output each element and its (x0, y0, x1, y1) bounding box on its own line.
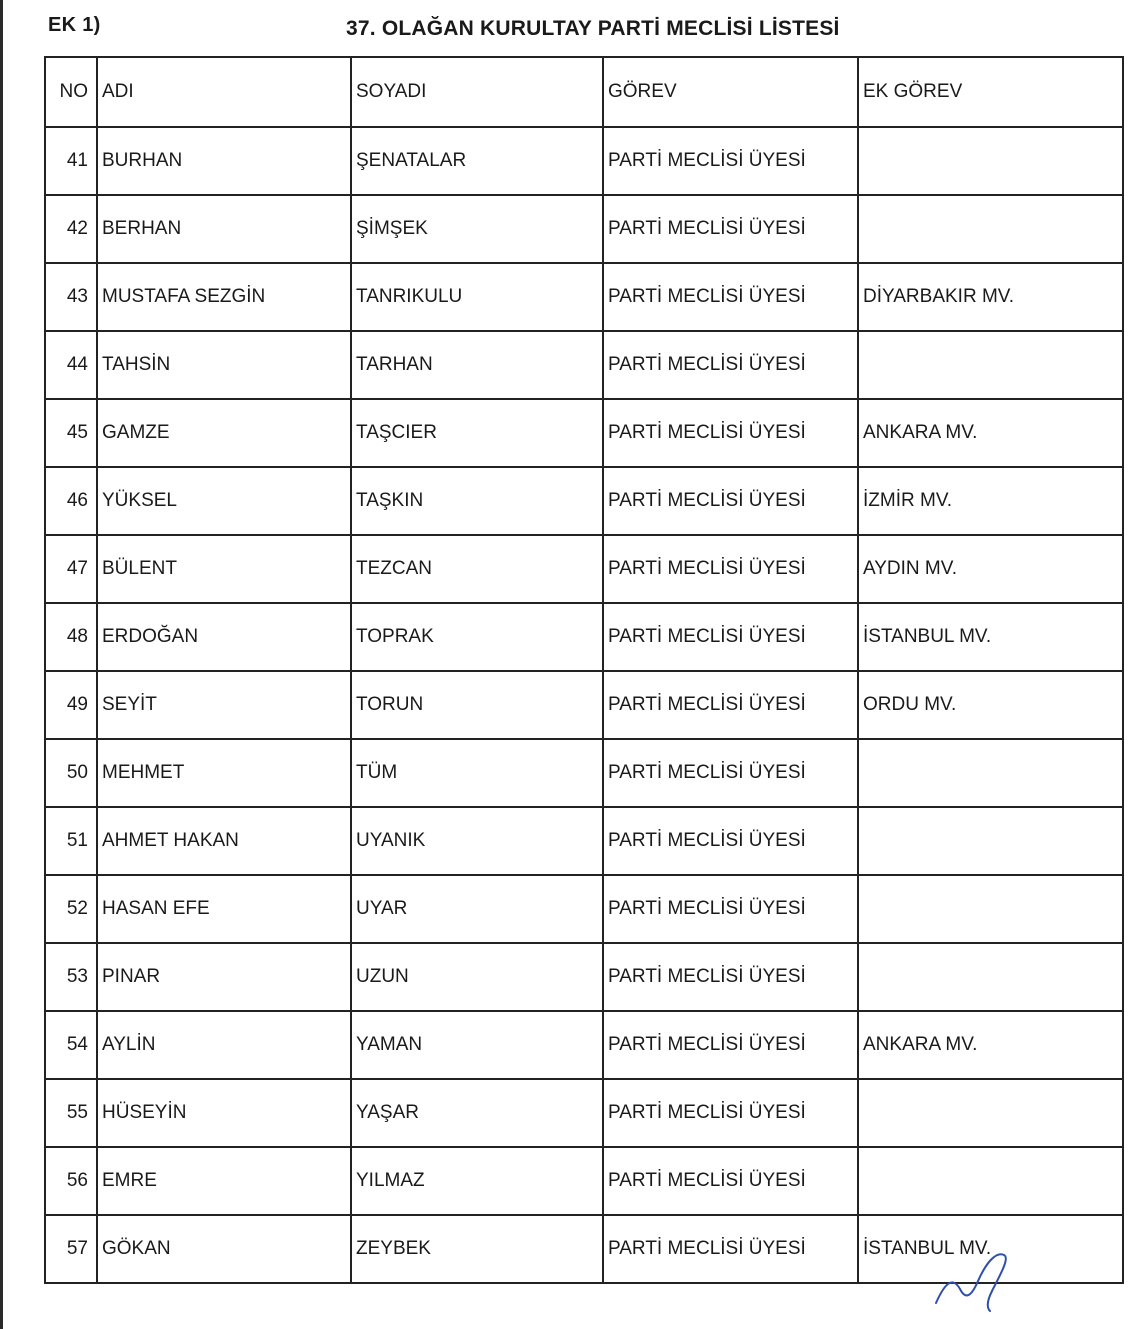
cell-no: 50 (45, 739, 97, 807)
cell-surname: UYAR (351, 875, 603, 943)
cell-surname: TOPRAK (351, 603, 603, 671)
cell-duty: PARTİ MECLİSİ ÜYESİ (603, 263, 858, 331)
column-header-name: ADI (97, 57, 351, 127)
table-row (45, 603, 1123, 671)
cell-name: MUSTAFA SEZGİN (97, 263, 351, 331)
document-title: 37. OLAĞAN KURULTAY PARTİ MECLİSİ LİSTESİ (346, 17, 840, 40)
table-header-row (45, 57, 1123, 127)
cell-surname: TORUN (351, 671, 603, 739)
cell-name: SEYİT (97, 671, 351, 739)
cell-no: 57 (45, 1215, 97, 1283)
cell-duty: PARTİ MECLİSİ ÜYESİ (603, 603, 858, 671)
table-row (45, 467, 1123, 535)
cell-name: ERDOĞAN (97, 603, 351, 671)
column-header-surname: SOYADI (351, 57, 603, 127)
cell-no: 46 (45, 467, 97, 535)
table-row (45, 195, 1123, 263)
cell-extra-duty (858, 195, 1123, 263)
cell-extra-duty: İSTANBUL MV. (858, 1215, 1123, 1283)
cell-no: 49 (45, 671, 97, 739)
cell-extra-duty: AYDIN MV. (858, 535, 1123, 603)
cell-surname: YILMAZ (351, 1147, 603, 1215)
cell-duty: PARTİ MECLİSİ ÜYESİ (603, 875, 858, 943)
cell-name: TAHSİN (97, 331, 351, 399)
table-row (45, 739, 1123, 807)
cell-no: 43 (45, 263, 97, 331)
column-header-duty: GÖREV (603, 57, 858, 127)
cell-surname: UZUN (351, 943, 603, 1011)
cell-extra-duty: ANKARA MV. (858, 1011, 1123, 1079)
cell-no: 42 (45, 195, 97, 263)
cell-name: BERHAN (97, 195, 351, 263)
table-row (45, 671, 1123, 739)
table-row (45, 399, 1123, 467)
cell-no: 51 (45, 807, 97, 875)
cell-no: 55 (45, 1079, 97, 1147)
cell-duty: PARTİ MECLİSİ ÜYESİ (603, 1011, 858, 1079)
cell-name: GAMZE (97, 399, 351, 467)
cell-name: GÖKAN (97, 1215, 351, 1283)
cell-duty: PARTİ MECLİSİ ÜYESİ (603, 943, 858, 1011)
cell-no: 53 (45, 943, 97, 1011)
cell-no: 47 (45, 535, 97, 603)
cell-extra-duty (858, 943, 1123, 1011)
table-row (45, 127, 1123, 195)
cell-surname: TARHAN (351, 331, 603, 399)
cell-duty: PARTİ MECLİSİ ÜYESİ (603, 331, 858, 399)
cell-name: YÜKSEL (97, 467, 351, 535)
cell-surname: TAŞCIER (351, 399, 603, 467)
cell-name: HASAN EFE (97, 875, 351, 943)
cell-surname: ZEYBEK (351, 1215, 603, 1283)
cell-extra-duty (858, 875, 1123, 943)
page-left-edge (0, 0, 3, 1329)
cell-duty: PARTİ MECLİSİ ÜYESİ (603, 467, 858, 535)
cell-duty: PARTİ MECLİSİ ÜYESİ (603, 739, 858, 807)
party-council-table (44, 56, 1124, 1284)
cell-no: 52 (45, 875, 97, 943)
cell-surname: ŞİMŞEK (351, 195, 603, 263)
cell-surname: YAŞAR (351, 1079, 603, 1147)
cell-extra-duty (858, 331, 1123, 399)
cell-no: 41 (45, 127, 97, 195)
cell-extra-duty: DİYARBAKIR MV. (858, 263, 1123, 331)
cell-surname: ŞENATALAR (351, 127, 603, 195)
cell-name: PINAR (97, 943, 351, 1011)
cell-extra-duty (858, 127, 1123, 195)
cell-name: EMRE (97, 1147, 351, 1215)
cell-extra-duty (858, 1079, 1123, 1147)
cell-extra-duty: ORDU MV. (858, 671, 1123, 739)
column-header-no: NO (45, 57, 97, 127)
table-row (45, 1147, 1123, 1215)
table-row (45, 807, 1123, 875)
cell-surname: TANRIKULU (351, 263, 603, 331)
cell-extra-duty: İZMİR MV. (858, 467, 1123, 535)
cell-duty: PARTİ MECLİSİ ÜYESİ (603, 399, 858, 467)
cell-surname: TÜM (351, 739, 603, 807)
table-row (45, 535, 1123, 603)
cell-name: AYLİN (97, 1011, 351, 1079)
cell-extra-duty: ANKARA MV. (858, 399, 1123, 467)
handwritten-signature (930, 1245, 1020, 1315)
cell-duty: PARTİ MECLİSİ ÜYESİ (603, 807, 858, 875)
table-row (45, 263, 1123, 331)
cell-extra-duty: İSTANBUL MV. (858, 603, 1123, 671)
cell-no: 45 (45, 399, 97, 467)
cell-duty: PARTİ MECLİSİ ÜYESİ (603, 195, 858, 263)
cell-extra-duty (858, 739, 1123, 807)
table-row (45, 1079, 1123, 1147)
cell-surname: TEZCAN (351, 535, 603, 603)
cell-duty: PARTİ MECLİSİ ÜYESİ (603, 1215, 858, 1283)
table-row (45, 1011, 1123, 1079)
table-row (45, 875, 1123, 943)
cell-duty: PARTİ MECLİSİ ÜYESİ (603, 1147, 858, 1215)
cell-name: BURHAN (97, 127, 351, 195)
table-body (45, 127, 1123, 1283)
cell-name: HÜSEYİN (97, 1079, 351, 1147)
table-row (45, 331, 1123, 399)
annex-label: EK 1) (48, 14, 101, 36)
cell-duty: PARTİ MECLİSİ ÜYESİ (603, 535, 858, 603)
cell-extra-duty (858, 807, 1123, 875)
cell-name: AHMET HAKAN (97, 807, 351, 875)
cell-surname: TAŞKIN (351, 467, 603, 535)
cell-duty: PARTİ MECLİSİ ÜYESİ (603, 1079, 858, 1147)
table-row (45, 943, 1123, 1011)
cell-surname: UYANIK (351, 807, 603, 875)
cell-duty: PARTİ MECLİSİ ÜYESİ (603, 671, 858, 739)
cell-no: 56 (45, 1147, 97, 1215)
cell-name: BÜLENT (97, 535, 351, 603)
cell-no: 48 (45, 603, 97, 671)
cell-extra-duty (858, 1147, 1123, 1215)
column-header-extra-duty: EK GÖREV (858, 57, 1123, 127)
cell-name: MEHMET (97, 739, 351, 807)
cell-no: 44 (45, 331, 97, 399)
cell-duty: PARTİ MECLİSİ ÜYESİ (603, 127, 858, 195)
cell-no: 54 (45, 1011, 97, 1079)
cell-surname: YAMAN (351, 1011, 603, 1079)
